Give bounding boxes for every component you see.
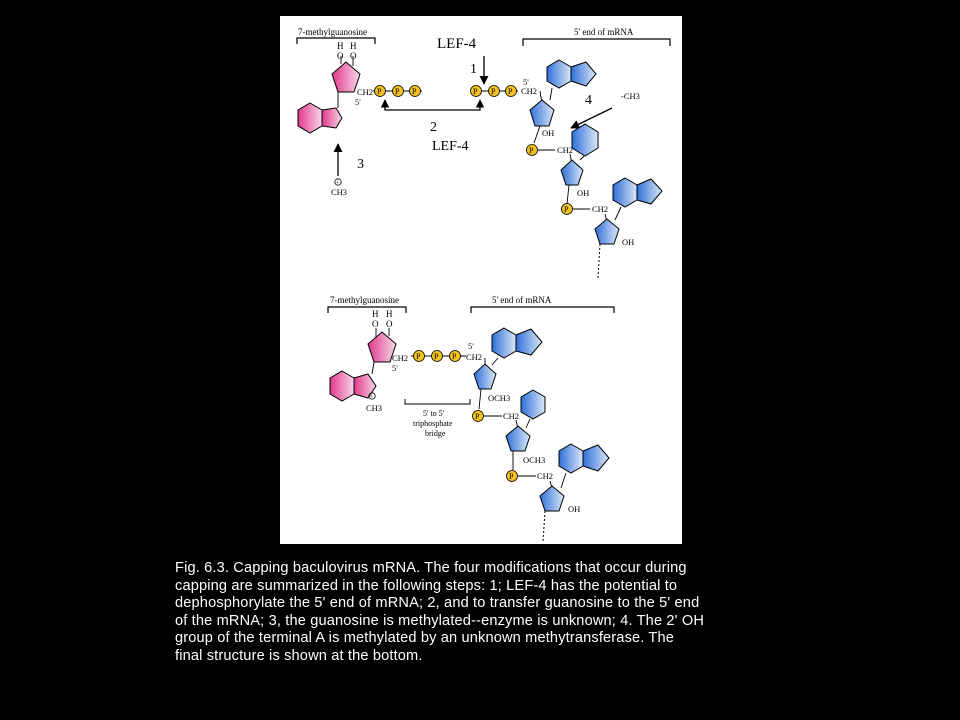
mrna-bracket (523, 39, 670, 46)
p-label: P (395, 87, 400, 96)
p-label: P (509, 472, 514, 481)
ribose-1 (530, 100, 554, 126)
plus-sign: + (369, 393, 374, 401)
step2-label: 2 (430, 120, 437, 135)
five-prime-label: 5' (392, 363, 398, 373)
base-1-ring (492, 328, 516, 358)
cap-bracket (328, 307, 406, 313)
bridge-bracket (405, 399, 470, 404)
bridge-label: triphosphate (413, 419, 453, 428)
capping-figure (280, 16, 682, 544)
guanosine-ribose-top (332, 62, 360, 92)
chain-continues (543, 511, 545, 542)
ribose-1 (474, 364, 496, 389)
base-3-ring (559, 444, 583, 473)
ch3-label: CH3 (366, 403, 383, 413)
h-label: H (372, 309, 379, 319)
chain-continues (598, 244, 600, 278)
ribose-2 (506, 426, 530, 451)
o-label: O (386, 319, 393, 329)
top-panel (297, 27, 670, 278)
guanine-base-bottom (330, 371, 354, 401)
step1-label: 1 (470, 62, 477, 77)
ribose-3 (595, 219, 619, 244)
caption-line: Fig. 6.3. Capping baculovirus mRNA. The four modifications that occur during (175, 560, 687, 576)
methyl-group: -CH3 (621, 91, 640, 101)
p-label: P (416, 352, 421, 361)
h-label: H (350, 41, 357, 51)
ch2-label: CH2 (537, 471, 554, 481)
oh-label: OH (622, 237, 635, 247)
oh-label: OH (542, 128, 555, 138)
oh-label: OH (568, 504, 581, 514)
lef4-label-top: LEF-4 (437, 36, 477, 52)
cap-label: 7-methylguanosine (298, 27, 367, 37)
p-label: P (412, 87, 417, 96)
bottom-panel (328, 295, 614, 542)
five-prime-label: 5' (355, 97, 361, 107)
plus-sign: + (335, 179, 340, 187)
och3-label: OCH3 (488, 393, 511, 403)
p-label: P (452, 352, 457, 361)
p-label: P (475, 412, 480, 421)
caption-line: capping are summarized in the following steps: 1; LEF-4 has the potential to (175, 577, 678, 594)
five-prime-label: 5' (468, 341, 474, 351)
o-label: O (372, 319, 379, 329)
o-label: O (337, 51, 344, 61)
mrna-label: 5' end of mRNA (574, 27, 634, 37)
step2-bracket (385, 102, 480, 110)
h-label: H (337, 41, 344, 51)
ch2-label: CH2 (392, 353, 409, 363)
p-label: P (529, 146, 534, 155)
base-3-ring (613, 178, 637, 207)
guanine-base-top (298, 103, 322, 133)
mrna-label: 5' end of mRNA (492, 295, 552, 305)
p-label: P (434, 352, 439, 361)
lef4-label-bottom: LEF-4 (432, 139, 469, 154)
p-label: P (508, 87, 513, 96)
step4-arrow (571, 108, 612, 128)
five-prime-label: 5' (523, 77, 529, 87)
ch2-label: CH2 (466, 352, 483, 362)
h-label: H (386, 309, 393, 319)
p-label: P (491, 87, 496, 96)
cap-label: 7-methylguanosine (330, 295, 399, 305)
base-2-ring (521, 390, 545, 419)
p-label: P (377, 87, 382, 96)
cap-bracket (297, 38, 375, 44)
oh-label: OH (577, 188, 590, 198)
capping-diagram (280, 16, 682, 544)
och3-label: OCH3 (523, 455, 546, 465)
caption-line: final structure is shown at the bottom. (175, 647, 423, 664)
step3-label: 3 (357, 157, 364, 172)
ch2-label: CH2 (557, 145, 574, 155)
o-label: O (350, 51, 357, 61)
caption-line: of the mRNA; 3, the guanosine is methylated--enzyme is unknown; 4. The 2' OH (175, 612, 705, 629)
caption-line: group of the terminal A is methylated by an unknown methytransferase. The (175, 630, 675, 646)
base-1-ring (547, 60, 571, 88)
base-2-ring (572, 124, 598, 156)
ribose-3 (540, 486, 564, 511)
ribose-2 (561, 160, 583, 185)
bridge-label: 5' to 5' (423, 409, 445, 418)
ch2-label: CH2 (521, 86, 538, 96)
p-label: P (473, 87, 478, 96)
p-label: P (564, 205, 569, 214)
figure-caption (175, 560, 775, 665)
caption-line: dephosphorylate the 5' end of mRNA; 2, and to transfer guanosine to the 5' end (175, 595, 700, 611)
ch2-label: CH2 (503, 411, 520, 421)
mrna-bracket (471, 307, 614, 313)
ch2-label: CH2 (592, 204, 609, 214)
ch2-label: CH2 (357, 87, 374, 97)
bridge-label: bridge (425, 429, 446, 438)
step4-label: 4 (585, 93, 592, 108)
methyl-donor: CH3 (331, 187, 348, 197)
